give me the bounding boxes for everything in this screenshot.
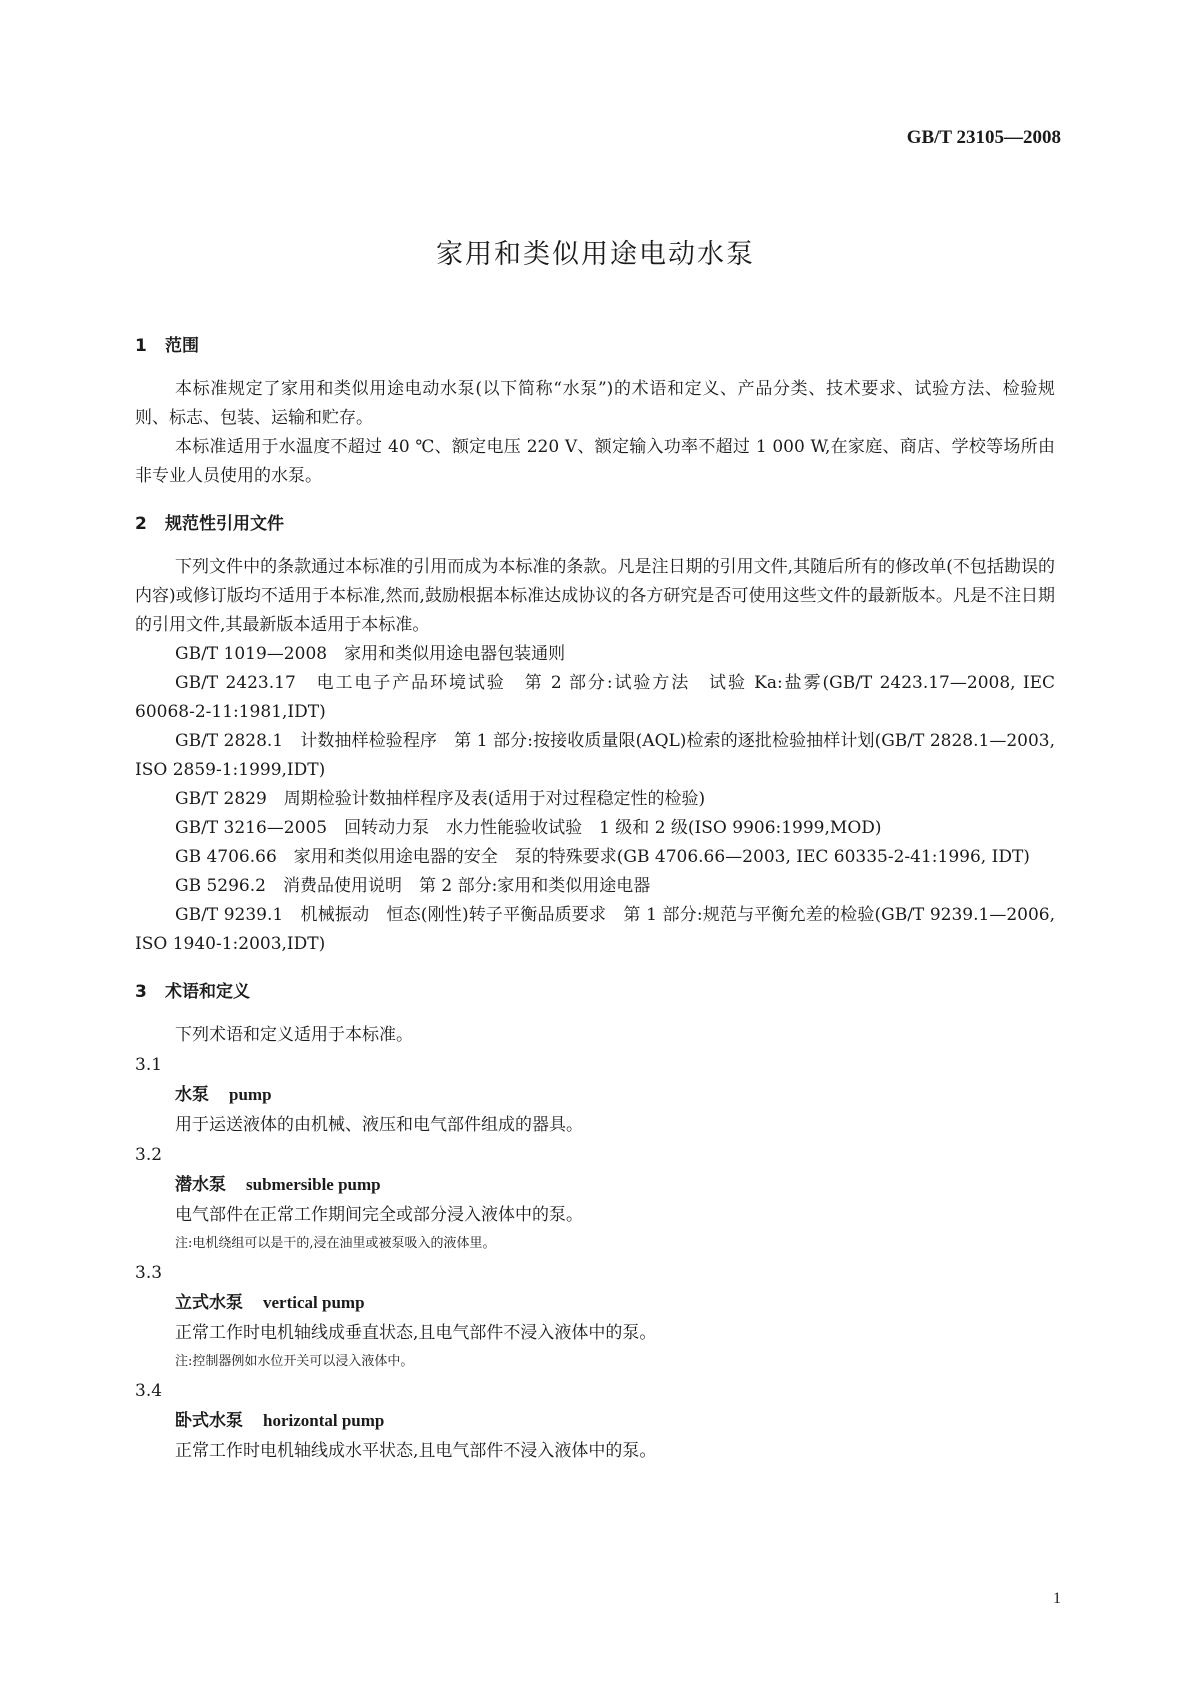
term-entry <box>135 1376 1055 1466</box>
reference-item: GB/T 9239.1 机械振动 恒态(刚性)转子平衡品质要求 第 1 部分:规范与平衡允差的检验(GB/T 9239.1—2006, ISO 1940-1:2003,IDT) <box>135 905 1055 954</box>
term-entry <box>135 1140 1055 1258</box>
term-number: 3.4 <box>135 1381 163 1401</box>
section-title: 术语和定义 <box>165 982 250 1002</box>
document-body <box>135 333 1055 1466</box>
reference-item: GB/T 2423.17 电工电子产品环境试验 第 2 部分:试验方法 试验 Ka:盐雾(GB/T 2423.17—2008, IEC 60068-2-11:1981,IDT) <box>135 673 1055 722</box>
term-definition: 正常工作时电机轴线成垂直状态,且电气部件不浸入液体中的泵。 <box>175 1323 657 1343</box>
term-zh: 水泵 <box>175 1085 209 1105</box>
document-title: 家用和类似用途电动水泵 <box>436 239 755 270</box>
term-entry <box>135 1050 1055 1140</box>
standard-number: GB/T 23105—2008 <box>906 127 1061 148</box>
term-en: submersible pump <box>246 1175 381 1194</box>
paragraph: 下列文件中的条款通过本标准的引用而成为本标准的条款。凡是注日期的引用文件,其随后所有的修改单(不包括勘误的内容)或修订版均不适用于本标准,然而,鼓励根据本标准达成协议的各方研究是否可使用这些文件的最新版本。凡是不注日期的引用文件,其最新版本适用于本标准。 <box>135 557 1055 635</box>
section-title: 范围 <box>165 336 199 356</box>
reference-item: GB/T 3216—2005 回转动力泵 水力性能验收试验 1 级和 2 级(ISO 9906:1999,MOD) <box>175 818 882 838</box>
section-title: 规范性引用文件 <box>165 514 284 534</box>
reference-item: GB/T 2829 周期检验计数抽样程序及表(适用于对过程稳定性的检验) <box>175 789 706 809</box>
reference-item: GB/T 2828.1 计数抽样检验程序 第 1 部分:按接收质量限(AQL)检索的逐批检验抽样计划(GB/T 2828.1—2003, ISO 2859-1:1999,IDT) <box>135 731 1055 780</box>
term-en: pump <box>229 1085 272 1104</box>
term-name <box>175 1170 1055 1200</box>
reference-item: GB 4706.66 家用和类似用途电器的安全 泵的特殊要求(GB 4706.66—2003, IEC 60335-2-41:1996, IDT) <box>175 847 1030 867</box>
page-number: 1 <box>1053 1590 1061 1607</box>
term-zh: 卧式水泵 <box>175 1411 243 1431</box>
section-heading-normative-references <box>135 511 1055 537</box>
paragraph: 下列术语和定义适用于本标准。 <box>175 1025 413 1045</box>
term-number: 3.1 <box>135 1055 163 1075</box>
paragraph: 本标准适用于水温度不超过 40 ℃、额定电压 220 V、额定输入功率不超过 1 000 W,在家庭、商店、学校等场所由非专业人员使用的水泵。 <box>135 437 1055 486</box>
reference-item: GB/T 1019—2008 家用和类似用途电器包装通则 <box>175 644 566 664</box>
term-number: 3.2 <box>135 1145 163 1165</box>
term-entry <box>135 1258 1055 1376</box>
reference-item: GB 5296.2 消费品使用说明 第 2 部分:家用和类似用途电器 <box>175 876 651 896</box>
term-en: horizontal pump <box>263 1411 385 1430</box>
term-definition: 电气部件在正常工作期间完全或部分浸入液体中的泵。 <box>175 1205 583 1225</box>
term-en: vertical pump <box>263 1293 365 1312</box>
term-definition: 正常工作时电机轴线成水平状态,且电气部件不浸入液体中的泵。 <box>175 1441 657 1461</box>
paragraph: 本标准规定了家用和类似用途电动水泵(以下简称“水泵”)的术语和定义、产品分类、技术要求、试验方法、检验规则、标志、包装、运输和贮存。 <box>135 379 1055 428</box>
term-name <box>175 1080 1055 1110</box>
section-heading-terms-and-definitions <box>135 979 1055 1005</box>
term-zh: 潜水泵 <box>175 1175 226 1195</box>
term-definition: 用于运送液体的由机械、液压和电气部件组成的器具。 <box>175 1115 583 1135</box>
section-number: 1 <box>135 336 147 356</box>
section-number: 3 <box>135 982 147 1002</box>
section-number: 2 <box>135 514 147 534</box>
term-name <box>175 1288 1055 1318</box>
term-note: 注:控制器例如水位开关可以浸入液体中。 <box>175 1354 414 1369</box>
term-name <box>175 1406 1055 1436</box>
term-note: 注:电机绕组可以是干的,浸在油里或被泵吸入的液体里。 <box>175 1236 496 1251</box>
section-heading-scope <box>135 333 1055 359</box>
term-zh: 立式水泵 <box>175 1293 243 1313</box>
term-number: 3.3 <box>135 1263 163 1283</box>
